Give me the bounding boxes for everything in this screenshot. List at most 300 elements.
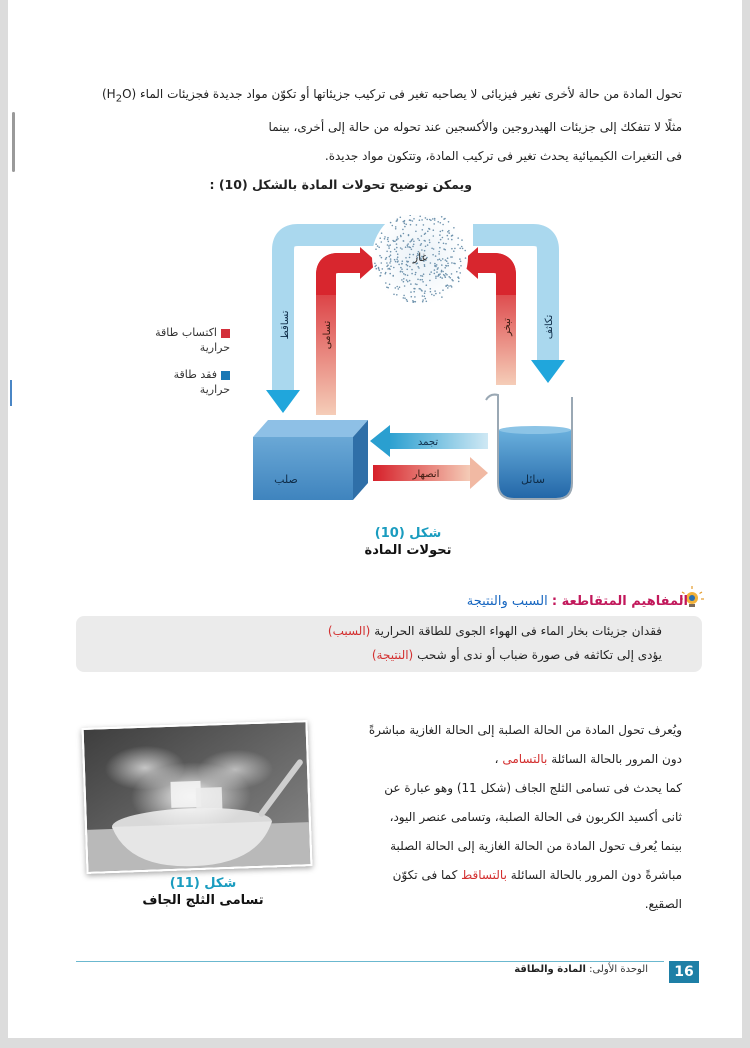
gas-particle: [412, 220, 414, 222]
gas-particle: [404, 285, 406, 287]
gas-particle: [414, 288, 416, 290]
gas-particle: [423, 273, 425, 275]
gas-particle: [419, 216, 421, 218]
gas-particle: [454, 248, 456, 250]
gas-particle: [426, 284, 428, 286]
gas-particle: [397, 238, 399, 240]
gas-particle: [444, 275, 446, 277]
gas-particle: [450, 277, 452, 279]
gas-particle: [434, 218, 436, 220]
gas-particle: [458, 281, 460, 283]
gas-particle: [401, 279, 403, 281]
gas-particle: [392, 225, 394, 227]
gas-particle: [451, 239, 453, 241]
gas-particle: [406, 279, 408, 281]
gas-particle: [412, 238, 414, 240]
dry-ice-photo: [82, 720, 313, 874]
gas-particle: [396, 239, 398, 241]
gas-particle: [442, 224, 444, 226]
gas-particle: [447, 257, 449, 259]
gas-particle: [425, 217, 427, 219]
gas-particle: [390, 251, 392, 253]
gas-particle: [407, 281, 409, 283]
gas-particle: [415, 301, 417, 303]
crosscut-box: [76, 616, 702, 672]
gas-particle: [389, 284, 391, 286]
freezing-label: تجمد: [417, 437, 439, 448]
gas-particle: [451, 248, 453, 250]
gas-particle: [446, 260, 448, 262]
gas-particle: [443, 243, 445, 245]
gas-particle: [434, 269, 436, 271]
gas-particle: [409, 280, 411, 282]
gas-particle: [407, 246, 409, 248]
gas-particle: [411, 273, 413, 275]
gas-particle: [386, 262, 388, 264]
gas-particle: [404, 226, 406, 228]
gas-particle: [387, 268, 389, 270]
gas-particle: [417, 279, 419, 281]
s2-line-1: ويُعرف تحول المادة من الحالة الصلبة إلى الحالة الغازية مباشرةً: [368, 723, 682, 737]
gas-particle: [409, 241, 411, 243]
gas-particle: [445, 259, 447, 261]
s2-line-5: بينما يُعرف تحول المادة من الحالة الغازية إلى الحالة الصلبة: [390, 839, 682, 853]
gas-particle: [431, 294, 433, 296]
gas-particle: [425, 246, 427, 248]
gas-particle: [434, 219, 436, 221]
gas-particle: [412, 301, 414, 303]
gas-particle: [381, 232, 383, 234]
gas-particle: [453, 250, 455, 252]
gas-particle: [439, 292, 441, 294]
gas-particle: [402, 271, 404, 273]
gas-particle: [440, 222, 442, 224]
gas-particle: [447, 231, 449, 233]
gas-particle: [409, 246, 411, 248]
gas-particle: [379, 269, 381, 271]
gas-particle: [432, 218, 434, 220]
deposition-label: تساقط: [280, 310, 291, 340]
gas-particle: [429, 239, 431, 241]
footer-rule: [76, 961, 664, 962]
gas-particle: [447, 265, 449, 267]
gas-particle: [430, 220, 432, 222]
gas-particle: [396, 220, 398, 222]
gas-particle: [404, 297, 406, 299]
gas-particle: [396, 258, 398, 260]
gas-particle: [387, 287, 389, 289]
gas-particle: [403, 295, 405, 297]
gas-particle: [421, 279, 423, 281]
gas-particle: [413, 241, 415, 243]
gas-particle: [385, 258, 387, 260]
gas-particle: [411, 296, 413, 298]
effect-tag: (النتيجة): [371, 648, 414, 662]
gas-particle: [388, 245, 390, 247]
gas-particle: [440, 239, 442, 241]
gas-particle: [406, 299, 408, 301]
gas-particle: [405, 274, 407, 276]
gas-particle: [392, 240, 394, 242]
gas-particle: [459, 258, 461, 260]
gas-particle: [423, 224, 425, 226]
gas-particle: [461, 246, 463, 248]
gas-particle: [388, 247, 390, 249]
gas-particle: [450, 285, 452, 287]
gas-particle: [435, 277, 437, 279]
gas-particle: [405, 246, 407, 248]
gas-particle: [433, 229, 435, 231]
gas-particle: [447, 287, 449, 289]
liquid-label: سائل: [521, 473, 545, 486]
gas-particle: [424, 290, 426, 292]
gas-particle: [385, 282, 387, 284]
gas-particle: [410, 291, 412, 293]
gas-particle: [445, 243, 447, 245]
gas-particle: [448, 232, 450, 234]
gas-particle: [398, 264, 400, 266]
gas-particle: [412, 246, 414, 248]
gas-particle: [421, 219, 423, 221]
gas-particle: [442, 237, 444, 239]
gas-particle: [393, 267, 395, 269]
gas-particle: [438, 274, 440, 276]
gas-particle: [392, 275, 394, 277]
gas-particle: [452, 235, 454, 237]
gas-particle: [424, 264, 426, 266]
gas-particle: [434, 263, 436, 265]
gas-particle: [396, 294, 398, 296]
liquid-water: [499, 430, 571, 498]
gas-particle: [434, 290, 436, 292]
gas-particle: [451, 262, 453, 264]
crosscut-title: المفاهيم المتقاطعة :: [551, 594, 688, 609]
gas-particle: [397, 256, 399, 258]
gas-particle: [438, 253, 440, 255]
intro-line-2: مثلًا لا تتفكك إلى جزيئات الهيدروجين والأكسجين عند تحوله من حالة إلى أخرى، بينما: [268, 120, 682, 135]
gas-particle: [410, 220, 412, 222]
gas-particle: [430, 288, 432, 290]
gas-particle: [380, 272, 382, 274]
gas-particle: [387, 237, 389, 239]
gas-particle: [430, 291, 432, 293]
gas-particle: [396, 243, 398, 245]
gas-particle: [424, 296, 426, 298]
gas-particle: [395, 261, 397, 263]
gas-particle: [430, 262, 432, 264]
gas-particle: [389, 273, 391, 275]
gas-particle: [437, 268, 439, 270]
gas-particle: [390, 258, 392, 260]
gas-particle: [437, 259, 439, 261]
gas-particle: [397, 253, 399, 255]
gas-particle: [405, 224, 407, 226]
gas-particle: [382, 268, 384, 270]
gas-particle: [435, 276, 437, 278]
gas-particle: [442, 258, 444, 260]
gas-particle: [408, 234, 410, 236]
gas-particle: [440, 260, 442, 262]
gas-particle: [446, 274, 448, 276]
s2-line-4: ثانى أكسيد الكربون فى الحالة الصلبة، وتسامى عنصر اليود،: [389, 810, 682, 824]
gas-particle: [396, 251, 398, 253]
gas-particle: [405, 257, 407, 259]
gas-particle: [409, 257, 411, 259]
gas-particle: [390, 222, 392, 224]
gas-particle: [409, 254, 411, 256]
gas-particle: [457, 244, 459, 246]
footer-unit: الوحدة الأولى: المادة والطاقة: [514, 964, 648, 975]
gas-particle: [401, 263, 403, 265]
gas-particle: [450, 256, 452, 258]
legend-heat-loss: فقد طاقة حرارية: [173, 368, 230, 396]
gas-particle: [379, 275, 381, 277]
gas-particle: [404, 223, 406, 225]
gas-particle: [395, 226, 397, 228]
legend-heat-gain: اكتساب طاقة حرارية: [155, 326, 230, 354]
gas-particle: [445, 276, 447, 278]
gas-particle: [419, 240, 421, 242]
gas-particle: [464, 250, 466, 252]
gas-particle: [407, 244, 409, 246]
condensation-label: تكاثف: [544, 314, 555, 340]
water-formula: $(H_2O)$: [101, 87, 137, 105]
page-edge-marker: [10, 380, 12, 406]
gas-particle: [448, 285, 450, 287]
crosscut-line-1: فقدان جزيئات بخار الماء فى الهواء الجوى للطاقة الحرارية (السبب): [327, 624, 662, 638]
gas-particle: [400, 247, 402, 249]
crosscut-line-2: يؤدى إلى تكاثفه فى صورة ضباب أو ندى أو شحب (النتيجة): [371, 648, 662, 662]
gas-particle: [428, 228, 430, 230]
gas-label: غاز: [412, 251, 428, 264]
gas-particle: [457, 237, 459, 239]
gas-particle: [438, 251, 440, 253]
solid-cube: [253, 437, 353, 500]
gas-particle: [379, 237, 381, 239]
gas-particle: [411, 269, 413, 271]
gas-particle: [430, 271, 432, 273]
gas-particle: [416, 284, 418, 286]
gas-particle: [388, 241, 390, 243]
gas-particle: [445, 273, 447, 275]
melting-label: انصهار: [412, 469, 440, 480]
gas-particle: [403, 297, 405, 299]
gas-particle: [414, 296, 416, 298]
sublimation-term: بالتسامى: [502, 752, 548, 766]
cause-tag: (السبب): [327, 624, 371, 638]
gas-particle: [424, 292, 426, 294]
gas-particle: [448, 238, 450, 240]
gas-particle: [441, 271, 443, 273]
gas-particle: [437, 221, 439, 223]
gas-particle: [384, 236, 386, 238]
gas-particle: [407, 275, 409, 277]
gas-particle: [433, 295, 435, 297]
gas-particle: [410, 224, 412, 226]
melting-arrow-head: [470, 457, 488, 489]
gas-particle: [375, 243, 377, 245]
gas-particle: [389, 262, 391, 264]
gas-particle: [387, 239, 389, 241]
gas-particle: [420, 288, 422, 290]
gas-particle: [460, 265, 462, 267]
gas-particle: [434, 265, 436, 267]
gas-particle: [422, 301, 424, 303]
gas-particle: [433, 235, 435, 237]
gas-particle: [429, 280, 431, 282]
figure-11-caption: [108, 876, 298, 908]
gas-particle: [447, 235, 449, 237]
gas-particle: [453, 227, 455, 229]
gas-particle: [410, 283, 412, 285]
figure-10-caption: [308, 526, 508, 558]
gas-particle: [420, 275, 422, 277]
s2-line-6: مباشرةً دون المرور بالحالة السائلة بالتساقط كما فى تكوّن: [392, 868, 682, 882]
gas-particle: [445, 285, 447, 287]
gas-particle: [402, 229, 404, 231]
gas-particle: [390, 260, 392, 262]
gas-particle: [422, 295, 424, 297]
gas-particle: [429, 242, 431, 244]
deposition-term: بالتساقط: [461, 868, 507, 882]
crosscut-heading: [467, 594, 688, 609]
gas-particle: [403, 233, 405, 235]
arrow-head-right-down: [531, 360, 565, 383]
gas-particle: [444, 267, 446, 269]
gas-particle: [411, 249, 413, 251]
gas-particle: [426, 301, 428, 303]
gas-particle: [433, 248, 435, 250]
gas-particle: [400, 235, 402, 237]
gas-particle: [452, 280, 454, 282]
gas-particle: [378, 247, 380, 249]
gas-particle: [421, 243, 423, 245]
figure-11-title: تسامى الثلج الجاف: [142, 893, 264, 908]
gas-particle: [436, 271, 438, 273]
sublimation-paragraph: [352, 716, 682, 919]
gas-particle: [440, 231, 442, 233]
gas-particle: [406, 264, 408, 266]
gas-particle: [415, 274, 417, 276]
gas-particle: [443, 218, 445, 220]
gas-particle: [397, 236, 399, 238]
gas-particle: [384, 238, 386, 240]
gas-particle: [381, 257, 383, 259]
gas-particle: [375, 265, 377, 267]
gas-particle: [397, 218, 399, 220]
gas-particle: [394, 249, 396, 251]
gas-particle: [407, 300, 409, 302]
figure-10-title: تحولات المادة: [364, 543, 452, 558]
gas-particle: [403, 240, 405, 242]
cube-top: [253, 420, 368, 437]
gas-particle: [390, 266, 392, 268]
crosscut-subtitle: السبب والنتيجة: [466, 594, 548, 609]
evaporation-label: تبخر: [502, 318, 513, 336]
gas-particle: [376, 268, 378, 270]
gas-particle: [406, 269, 408, 271]
gas-particle: [441, 296, 443, 298]
gas-particle: [465, 257, 467, 259]
gas-particle: [424, 240, 426, 242]
gas-particle: [393, 294, 395, 296]
gas-particle: [425, 298, 427, 300]
gas-particle: [435, 255, 437, 257]
gas-particle: [407, 261, 409, 263]
gas-particle: [387, 264, 389, 266]
gas-particle: [443, 248, 445, 250]
gas-particle: [378, 267, 380, 269]
gas-particle: [401, 248, 403, 250]
gas-particle: [462, 248, 464, 250]
gas-particle: [403, 221, 405, 223]
gas-particle: [389, 244, 391, 246]
gas-particle: [386, 257, 388, 259]
gas-particle: [415, 283, 417, 285]
gas-particle: [400, 267, 402, 269]
states-of-matter-diagram: [138, 215, 578, 515]
gas-particle: [403, 281, 405, 283]
gas-particle: [403, 278, 405, 280]
gas-particle: [439, 247, 441, 249]
gas-particle: [426, 219, 428, 221]
gas-particle: [396, 247, 398, 249]
gas-particle: [420, 279, 422, 281]
solid-label: صلب: [274, 473, 298, 486]
scroll-indicator[interactable]: [12, 112, 15, 172]
gas-particle: [439, 234, 441, 236]
gas-particle: [402, 260, 404, 262]
s2-line-2: دون المرور بالحالة السائلة بالتسامى ،: [494, 752, 682, 766]
gas-particle: [422, 299, 424, 301]
gas-particle: [389, 256, 391, 258]
gas-particle: [421, 290, 423, 292]
intro-line-3: فى التغيرات الكيميائية يحدث تغير فى تركيب المادة، وتتكون مواد جديدة.: [324, 149, 682, 164]
gas-particle: [413, 244, 415, 246]
page-number: 16: [669, 961, 699, 983]
gas-particle: [459, 267, 461, 269]
gas-particle: [453, 263, 455, 265]
gas-particle: [389, 269, 391, 271]
gas-particle: [413, 291, 415, 293]
gas-particle: [413, 218, 415, 220]
figure-intro-heading: ويمكن توضيح تحولات المادة بالشكل (10) :: [209, 177, 472, 192]
gas-particle: [394, 259, 396, 261]
gas-particle: [381, 262, 383, 264]
gas-particle: [379, 255, 381, 257]
gas-particle: [400, 271, 402, 273]
gas-particle: [397, 261, 399, 263]
gas-particle: [416, 224, 418, 226]
gas-particle: [421, 235, 423, 237]
gas-particle: [415, 231, 417, 233]
freezing-arrow-head: [370, 425, 390, 457]
gas-particle: [459, 272, 461, 274]
gas-particle: [395, 287, 397, 289]
gas-particle: [431, 248, 433, 250]
gas-particle: [386, 251, 388, 253]
gas-particle: [390, 254, 392, 256]
gas-particle: [385, 273, 387, 275]
gas-particle: [400, 217, 402, 219]
gas-particle: [457, 276, 459, 278]
gas-particle: [422, 281, 424, 283]
page: [8, 0, 742, 1038]
gas-particle: [401, 268, 403, 270]
gas-particle: [429, 274, 431, 276]
gas-particle: [432, 254, 434, 256]
gas-particle: [395, 228, 397, 230]
